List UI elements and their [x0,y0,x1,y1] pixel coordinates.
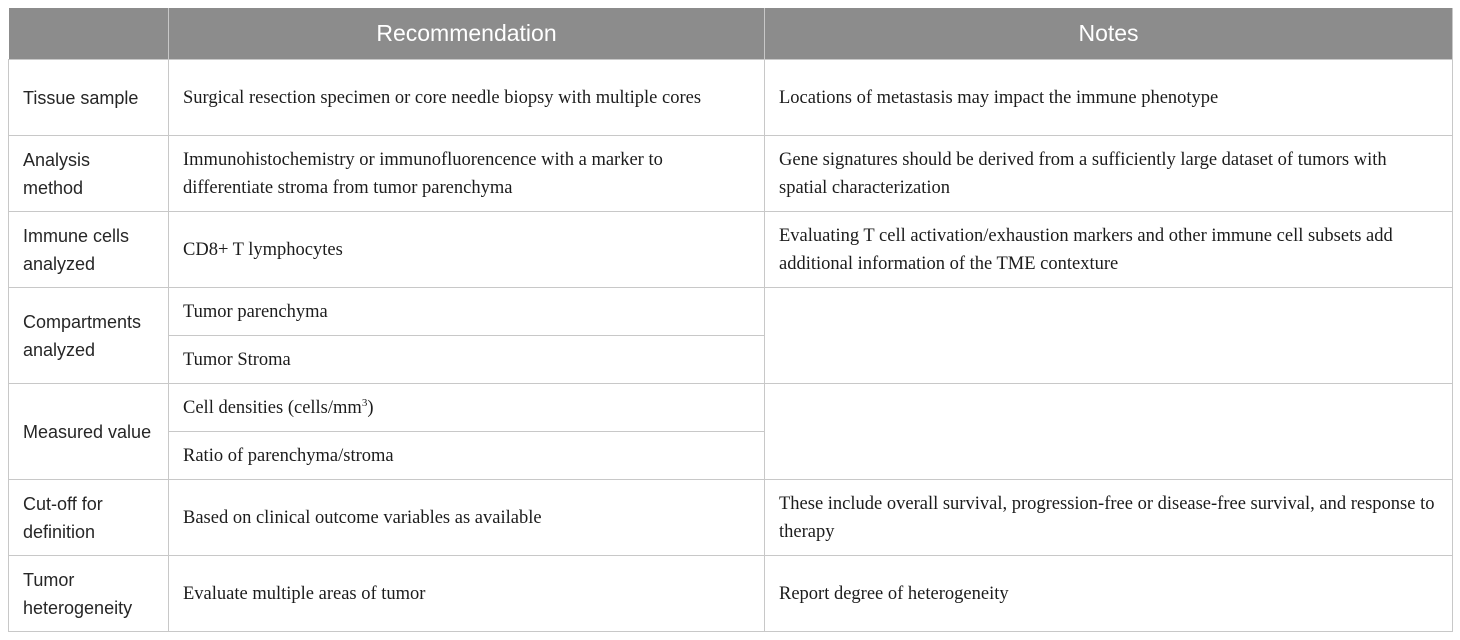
header-notes: Notes [765,8,1453,60]
table-row [9,384,1453,432]
recommendation-cell [169,384,765,432]
recommendation-text: Cell densities (cells/mm [183,397,362,418]
recommendation-cell: Evaluate multiple areas of tumor [169,556,765,632]
recommendation-cell: CD8+ T lymphocytes [169,212,765,288]
notes-cell: Evaluating T cell activation/exhaustion markers and other immune cell subsets add additional information of the TME contexture [765,212,1453,288]
row-label: Tissue sample [9,60,169,136]
table-row [9,212,1453,288]
header-row [9,8,1453,60]
header-recommendation: Recommendation [169,8,765,60]
notes-cell: Locations of metastasis may impact the immune phenotype [765,60,1453,136]
recommendations-table-container [8,8,1452,632]
table-row [9,556,1453,632]
notes-cell-empty [765,288,1453,384]
table-row [9,480,1453,556]
table-row [9,288,1453,336]
notes-cell: Report degree of heterogeneity [765,556,1453,632]
row-label: Immune cells analyzed [9,212,169,288]
notes-cell: These include overall survival, progression-free or disease-free survival, and response to therapy [765,480,1453,556]
notes-cell-empty [765,384,1453,480]
row-label: Analysis method [9,136,169,212]
recommendation-text-close: ) [367,397,374,418]
table-row [9,60,1453,136]
header-empty-cell [9,8,169,60]
recommendations-table [8,8,1453,632]
recommendation-cell: Surgical resection specimen or core needle biopsy with multiple cores [169,60,765,136]
superscript: 3 [361,396,368,409]
row-label: Compartments analyzed [9,288,169,384]
recommendation-cell: Immunohistochemistry or immunofluorencence with a marker to differentiate stroma from tumor parenchyma [169,136,765,212]
row-label: Measured value [9,384,169,480]
recommendation-cell: Ratio of parenchyma/stroma [169,432,765,480]
table-row [9,136,1453,212]
recommendation-cell: Tumor Stroma [169,336,765,384]
row-label: Tumor heterogeneity [9,556,169,632]
recommendation-cell: Tumor parenchyma [169,288,765,336]
row-label: Cut-off for definition [9,480,169,556]
notes-cell: Gene signatures should be derived from a sufficiently large dataset of tumors with spatial characterization [765,136,1453,212]
recommendation-cell: Based on clinical outcome variables as available [169,480,765,556]
